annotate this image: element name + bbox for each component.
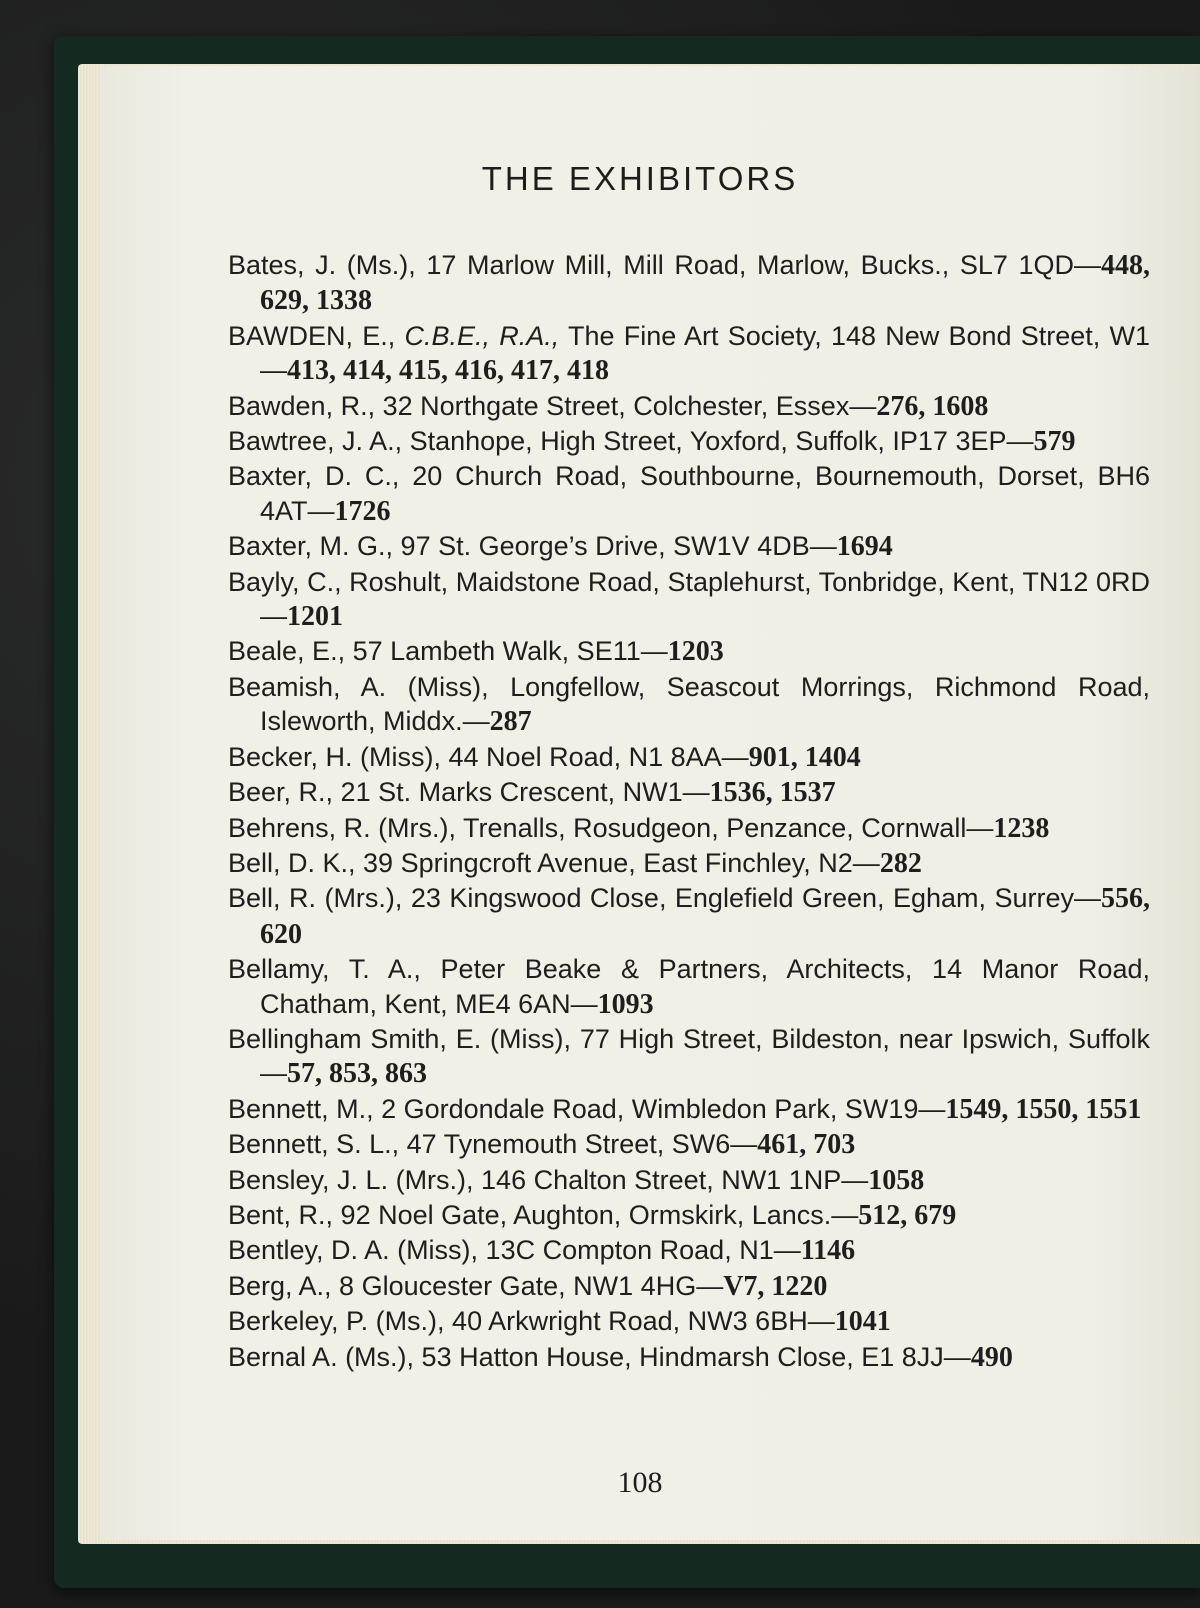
entry-text: Bawden, R., 32 Northgate Street, Colchester, Essex—: [228, 390, 877, 421]
catalogue-numbers: 1549, 1550, 1551: [945, 1093, 1142, 1125]
entry-text: Bent, R., 92 Noel Gate, Aughton, Ormskirk, Lancs.—: [228, 1199, 859, 1230]
entry-text: Bellamy, T. A., Peter Beake & Partners, Architects, 14 Manor Road, Chatham, Kent, ME4 6AN—: [228, 954, 1150, 1019]
entry-text: Bernal A. (Ms.), 53 Hatton House, Hindmarsh Close, E1 8JJ—: [228, 1341, 971, 1372]
catalogue-numbers: 579: [1033, 426, 1076, 458]
catalogue-numbers: 1203: [667, 636, 724, 668]
exhibitor-entry: [228, 424, 1150, 459]
exhibitor-entry: [228, 811, 1150, 846]
exhibitor-entry: [228, 846, 1150, 881]
exhibitor-entry: [228, 1340, 1150, 1375]
entry-text: Baxter, M. G., 97 St. George’s Drive, SW1V 4DB—: [228, 531, 837, 562]
catalogue-numbers: 556, 620: [260, 883, 1150, 950]
entry-text: Beer, R., 21 St. Marks Crescent, NW1—: [228, 777, 710, 808]
catalogue-numbers: 1058: [868, 1164, 925, 1196]
entry-text: Becker, H. (Miss), 44 Noel Road, N1 8AA—: [228, 741, 749, 772]
entry-text: Berkeley, P. (Ms.), 40 Arkwright Road, NW3 6BH—: [228, 1306, 835, 1337]
entry-text: Bawtree, J. A., Stanhope, High Street, Yoxford, Suffolk, IP17 3EP—: [228, 426, 1034, 457]
exhibitor-entry: [228, 740, 1150, 775]
entry-text: Bennett, S. L., 47 Tynemouth Street, SW6—: [228, 1129, 758, 1160]
catalogue-numbers: 1041: [834, 1306, 891, 1338]
catalogue-numbers: 1536, 1537: [709, 777, 836, 809]
exhibitor-entry: [228, 952, 1150, 1022]
entry-text: Baxter, D. C., 20 Church Road, Southbourne, Bournemouth, Dorset, BH6 4AT—: [228, 461, 1150, 526]
entry-text: Bell, R. (Mrs.), 23 Kingswood Close, Englefield Green, Egham, Surrey—: [228, 883, 1101, 914]
entry-text: Beamish, A. (Miss), Longfellow, Seascout Morrings, Richmond Road, Isleworth, Middx.—: [228, 671, 1150, 737]
exhibitor-entry: [228, 1092, 1150, 1127]
exhibitor-entry: [228, 565, 1150, 635]
catalogue-numbers: 287: [489, 706, 532, 738]
catalogue-numbers: 413, 414, 415, 416, 417, 418: [287, 355, 609, 387]
catalogue-numbers: 490: [970, 1341, 1013, 1373]
exhibitor-entry: [228, 634, 1150, 669]
catalogue-numbers: 276, 1608: [876, 390, 989, 422]
exhibitor-entry: [228, 670, 1150, 740]
entry-text-continued: The Fine Art Society, 148 New Bond Street, W1—: [260, 320, 1150, 386]
entry-text: Bentley, D. A. (Miss), 13C Compton Road, N1—: [228, 1235, 801, 1266]
entry-honours: C.B.E., R.A.,: [404, 320, 560, 351]
exhibitor-list: [228, 248, 1150, 1375]
entry-text: Beale, E., 57 Lambeth Walk, SE11—: [228, 636, 668, 667]
exhibitor-entry: [228, 881, 1150, 952]
page-title: THE EXHIBITORS: [481, 160, 799, 197]
catalogue-numbers: 1093: [597, 988, 654, 1020]
exhibitor-entry: [228, 459, 1150, 529]
catalogue-numbers: 461, 703: [757, 1129, 856, 1161]
exhibitor-entry: [228, 1022, 1150, 1092]
catalogue-numbers: 1238: [993, 812, 1050, 844]
entry-text: Bell, D. K., 39 Springcroft Avenue, East Finchley, N2—: [228, 847, 880, 878]
entry-text: Bayly, C., Roshult, Maidstone Road, Staplehurst, Tonbridge, Kent, TN12 0RD—: [228, 566, 1150, 632]
exhibitor-entry: [228, 319, 1150, 389]
catalogue-numbers: 512, 679: [858, 1199, 957, 1231]
exhibitor-entry: [228, 248, 1150, 319]
catalogue-numbers: V7, 1220: [723, 1270, 828, 1302]
exhibitor-entry: [228, 775, 1150, 810]
exhibitor-entry: [228, 1127, 1150, 1162]
catalogue-numbers: 1694: [836, 531, 893, 563]
entry-text: BAWDEN, E.,: [228, 320, 405, 351]
page-number: 108: [617, 1466, 663, 1499]
exhibitor-entry: [228, 1163, 1150, 1198]
entry-text: Bensley, J. L. (Mrs.), 146 Chalton Street, NW1 1NP—: [228, 1164, 869, 1195]
entry-text: Bellingham Smith, E. (Miss), 77 High Street, Bildeston, near Ipswich, Suffolk—: [228, 1023, 1150, 1089]
exhibitor-entry: [228, 1304, 1150, 1339]
entry-text: Behrens, R. (Mrs.), Trenalls, Rosudgeon, Penzance, Cornwall—: [228, 812, 994, 843]
exhibitor-entry: [228, 389, 1150, 424]
exhibitor-entry: [228, 529, 1150, 564]
entry-text: Berg, A., 8 Gloucester Gate, NW1 4HG—: [228, 1270, 724, 1301]
exhibitor-entry: [228, 1269, 1150, 1304]
catalogue-numbers: 901, 1404: [748, 741, 861, 773]
catalogue-numbers: 1726: [334, 495, 391, 527]
catalogue-numbers: 448, 629, 1338: [260, 250, 1150, 317]
catalogue-numbers: 1201: [287, 601, 343, 633]
catalogue-numbers: 57, 853, 863: [287, 1058, 427, 1090]
exhibitor-entry: [228, 1198, 1150, 1233]
exhibitor-entry: [228, 1233, 1150, 1268]
entry-text: Bates, J. (Ms.), 17 Marlow Mill, Mill Road, Marlow, Bucks., SL7 1QD—: [228, 250, 1101, 280]
catalogue-numbers: 1146: [800, 1235, 856, 1267]
entry-text: Bennett, M., 2 Gordondale Road, Wimbledon Park, SW19—: [228, 1093, 946, 1124]
catalogue-numbers: 282: [879, 847, 922, 879]
